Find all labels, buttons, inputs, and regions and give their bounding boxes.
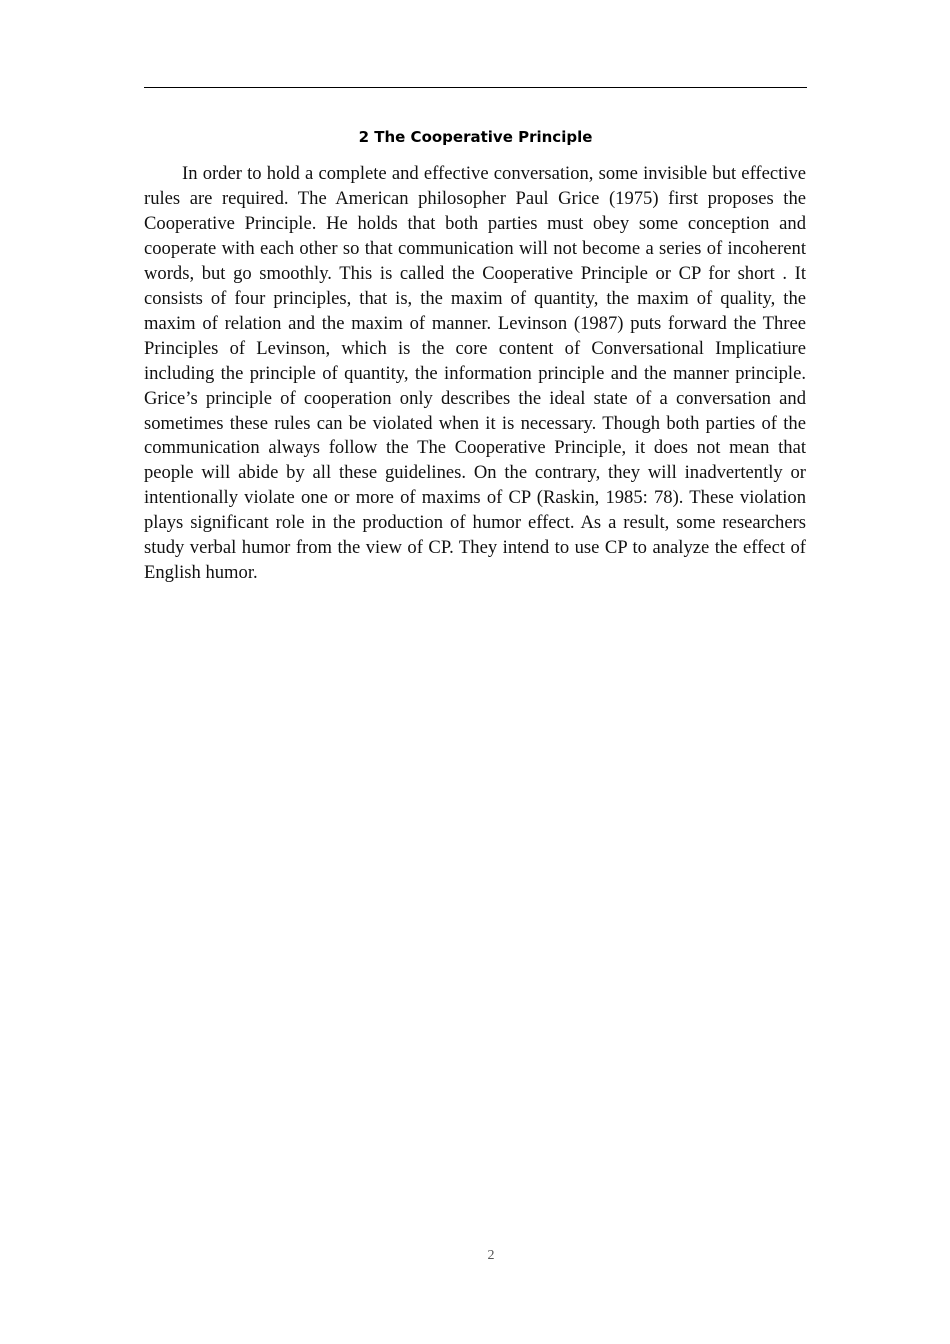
header-rule [144, 87, 807, 88]
page-number: 2 [487, 1248, 495, 1263]
section-heading: 2 The Cooperative Principle [358, 128, 593, 146]
body-paragraph: In order to hold a complete and effective conversation, some invisible but effective rules are required. The American philosopher Paul Grice (1975) first proposes the Cooperative Principle. He holds that both parties must obey some conception and cooperate with each other so that communication will not become a series of incoherent words, but go smoothly. This is called the Cooperative Principle or CP for short . It consists of four principles, that is, the maxim of quantity, the maxim of quality, the maxim of relation and the maxim of manner. Levinson (1987) puts forward the Three Principles of Levinson, which is the core content of Conversational Implicatiure including the principle of quantity, the information principle and the manner principle. Grice’s principle of cooperation only describes the ideal state of a conversation and sometimes these rules can be violated when it is necessary. Though both parties of the communication always follow the The Cooperative Principle, it does not mean that people will abide by all these guidelines. On the contrary, they will inadvertently or intentionally violate one or more of maxims of CP (Raskin, 1985: 78). These violation plays significant role in the production of humor effect. As a result, some researchers study verbal humor from the view of CP. They intend to use CP to analyze the effect of English humor. [144, 163, 806, 584]
